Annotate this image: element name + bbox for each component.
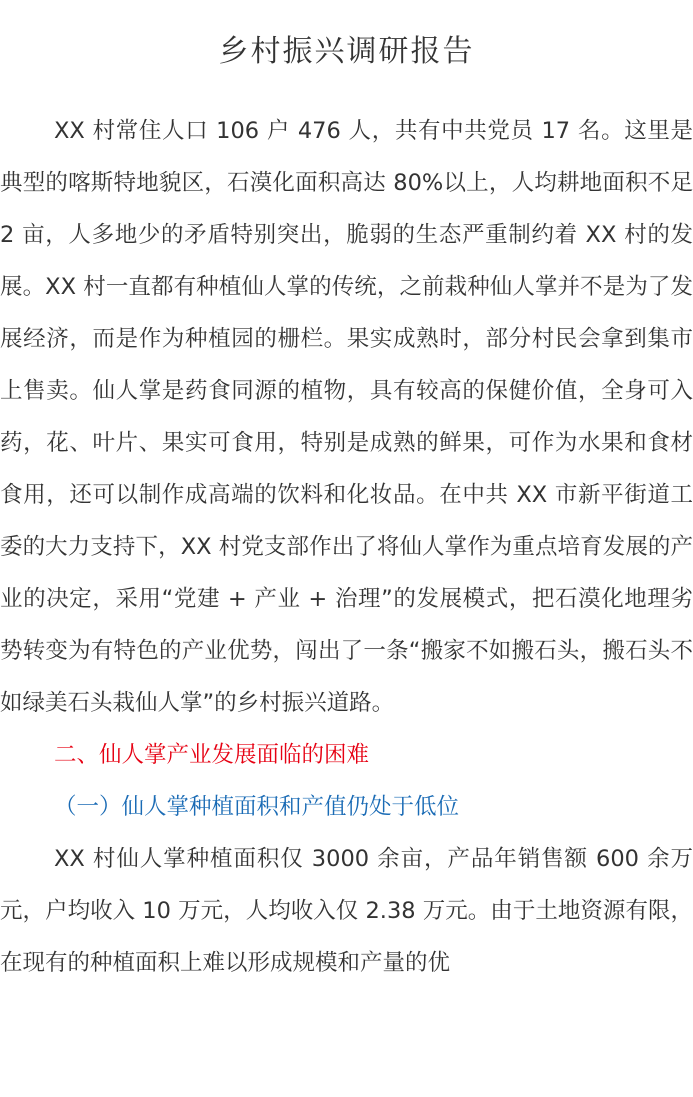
document-title: 乡村振兴调研报告	[218, 34, 475, 69]
document-body	[0, 105, 693, 989]
subsection-heading: （一）仙人掌种植面积和产值仍处于低位	[54, 794, 460, 820]
section-heading: 二、仙人掌产业发展面临的困难	[54, 742, 370, 768]
body-paragraph: XX 村常住人口 106 户 476 人，共有中共党员 17 名。这里是典型的喀斯特地貌区，石漠化面积高达 80%以上，人均耕地面积不足 2 亩，人多地少的矛盾特别突出，脆弱的生态严重制约着 XX 村的发展。XX 村一直都有种植仙人掌的传统，之前栽种仙人掌并不是为了发展经济，而是作为种植园的栅栏。果实成熟时，部分村民会拿到集市上售卖。仙人掌是药食同源的植物，具有较高的保健价值，全身可入药，花、叶片、果实可食用，特别是成熟的鲜果，可作为水果和食材食用，还可以制作成高端的饮料和化妆品。在中共 XX 市新平街道工委的大力支持下，XX 村党支部作出了将仙人掌作为重点培育发展的产业的决定，采用“党建 + 产业 + 治理”的发展模式，把石漠化地理劣势转变为有特色的产业优势，闯出了一条“搬家不如搬石头，搬石头不如绿美石头栽仙人掌”的乡村振兴道路。	[0, 118, 693, 716]
body-paragraph: XX 村仙人掌种植面积仅 3000 余亩，产品年销售额 600 余万元，户均收入 10 万元，人均收入仅 2.38 万元。由于土地资源有限，在现有的种植面积上难以形成规模和产量的优	[0, 846, 693, 976]
